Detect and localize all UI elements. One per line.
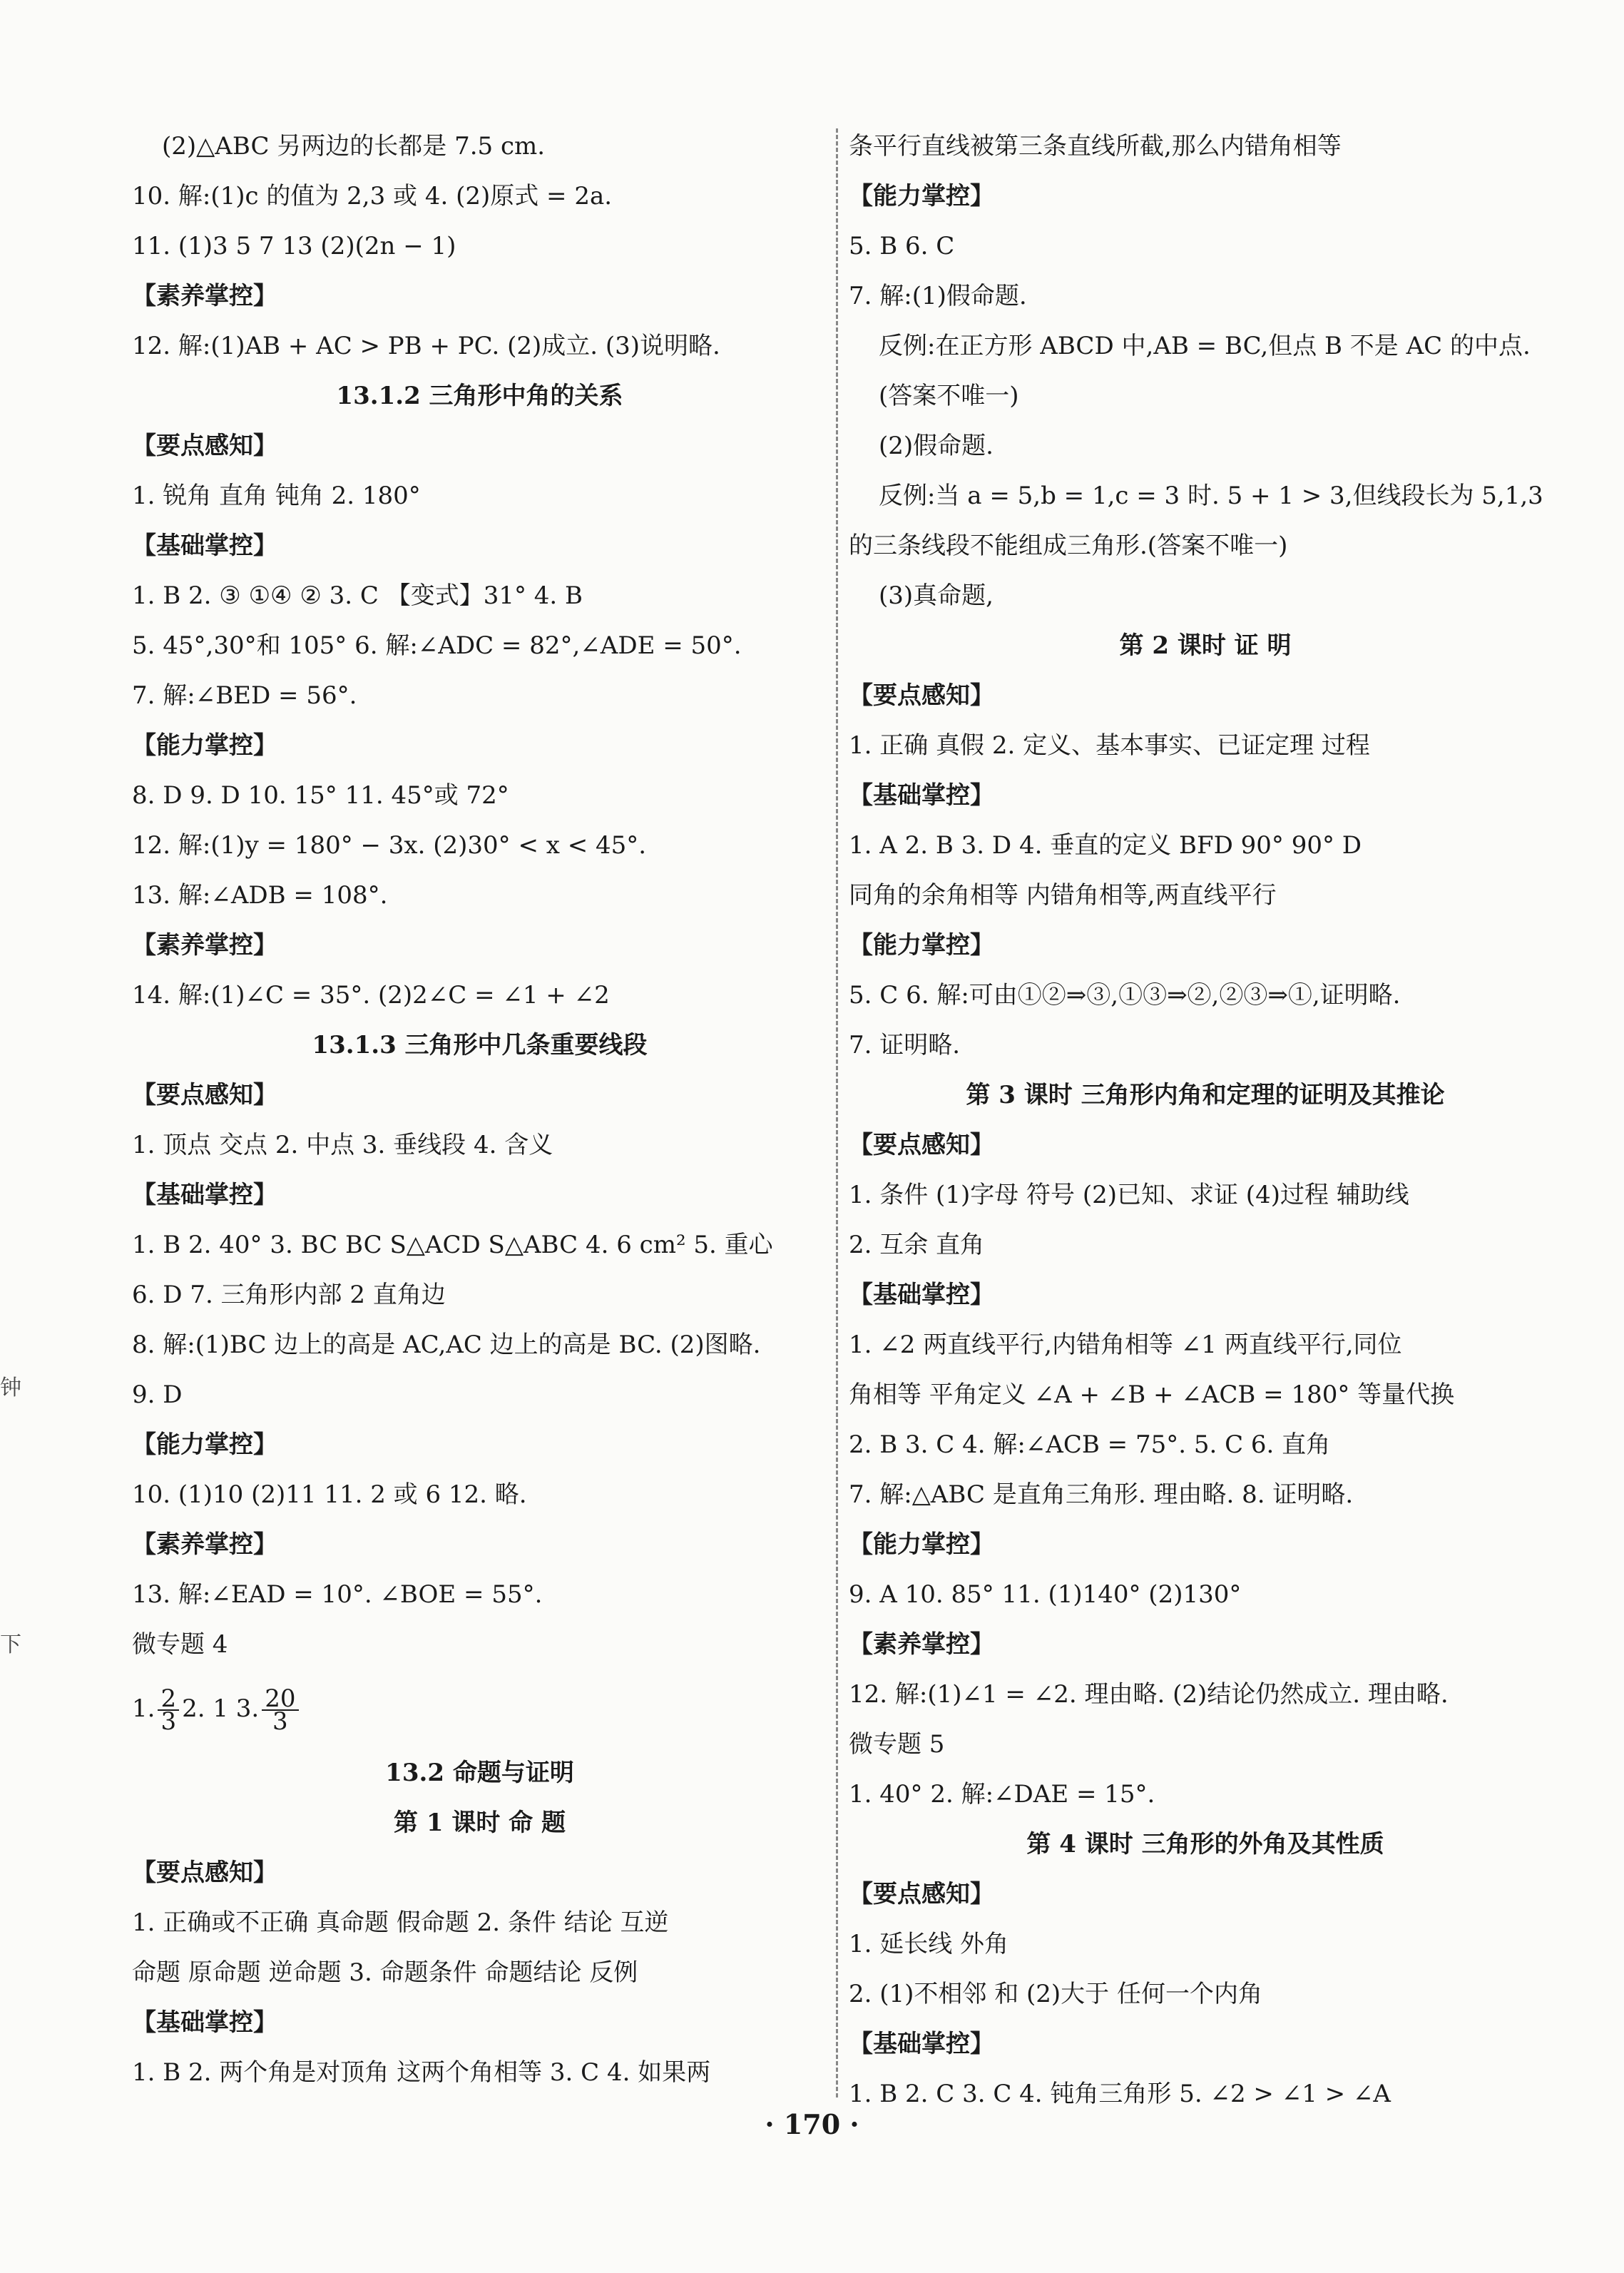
answer-line: 1. B 2. 两个角是对顶角 这两个角相等 3. C 4. 如果两 [132,2058,711,2087]
section-heading: 【要点感知】 [849,1131,994,1159]
answer-line: 微专题 5 [849,1730,945,1759]
answer-line: 5. C 6. 解:可由①②⇒③,①③⇒②,②③⇒①,证明略. [849,981,1401,1010]
lesson-title: 第 4 课时 三角形的外角及其性质 [1026,1830,1384,1858]
fraction-1 [158,1684,179,1736]
answer-line: 6. D 7. 三角形内部 2 直角边 [132,1281,446,1309]
answer-line: 1. 正确或不正确 真命题 假命题 2. 条件 结论 互逆 [132,1908,669,1937]
page-number: · 170 · [765,2108,859,2140]
answer-line: 1. ∠2 两直线平行,内错角相等 ∠1 两直线平行,同位 [849,1331,1402,1359]
answer-line: 11. (1)3 5 7 13 (2)(2n − 1) [132,232,456,260]
answer-line: 5. 45°,30°和 105° 6. 解:∠ADC = 82°,∠ADE = 50°. [132,631,742,660]
section-heading: 【素养掌控】 [849,1630,994,1659]
section-heading: 【基础掌控】 [849,1281,994,1309]
section-heading: 【素养掌控】 [132,1530,277,1559]
denominator: 3 [272,1707,288,1736]
answer-line: 的三条线段不能组成三角形.(答案不唯一) [849,532,1288,560]
fraction-2 [262,1684,298,1736]
answer-line: 1. B 2. ③ ①④ ② 3. C 【变式】31° 4. B [132,581,583,610]
answer-line: 9. D [132,1380,183,1409]
answer-line: 7. 解:(1)假命题. [849,282,1027,310]
answer-line: 1. 延长线 外角 [849,1930,1009,1958]
section-heading: 【能力掌控】 [849,182,994,210]
answer-line: 10. (1)10 (2)11 11. 2 或 6 12. 略. [132,1480,527,1509]
answer-line: 反例:当 a = 5,b = 1,c = 3 时. 5 + 1 > 3,但线段长为 5,1,3 [879,482,1543,510]
answer-line: 13. 解:∠ADB = 108°. [132,881,388,910]
answer-line: 7. 证明略. [849,1031,961,1059]
section-heading: 【素养掌控】 [132,282,277,310]
answer-line: 12. 解:(1)∠1 = ∠2. 理由略. (2)结论仍然成立. 理由略. [849,1680,1449,1709]
margin-mark: 钟 [0,1376,21,1400]
left-column [132,121,827,2097]
answer-line: (2)假命题. [879,432,994,460]
answer-line-fractions [132,1669,827,1748]
section-heading: 【要点感知】 [849,681,994,710]
section-heading: 【能力掌控】 [132,1430,277,1459]
answer-line: 1. 顶点 交点 2. 中点 3. 垂线段 4. 含义 [132,1131,553,1159]
section-heading: 【要点感知】 [132,1858,277,1887]
margin-mark: 下 [0,1632,21,1657]
answer-line: 7. 解:∠BED = 56°. [132,681,357,710]
answer-line: 1. A 2. B 3. D 4. 垂直的定义 BFD 90° 90° D [849,831,1362,860]
answer-line: 13. 解:∠EAD = 10°. ∠BOE = 55°. [132,1580,543,1609]
section-heading: 【能力掌控】 [132,731,277,760]
answer-line: 1. 锐角 直角 钝角 2. 180° [132,482,421,510]
numerator: 20 [262,1688,298,1711]
answer-line: 2. (1)不相邻 和 (2)大于 任何一个内角 [849,1980,1262,2008]
section-heading: 【素养掌控】 [132,931,277,960]
answer-line: 1. 正确 真假 2. 定义、基本事实、已证定理 过程 [849,731,1370,760]
section-heading: 【能力掌控】 [849,1530,994,1559]
lesson-title: 第 3 课时 三角形内角和定理的证明及其推论 [966,1081,1445,1109]
numerator: 2 [158,1688,179,1711]
frac-prefix-2: 2. 1 3. [182,1694,260,1723]
answer-line: (2)△ABC 另两边的长都是 7.5 cm. [162,132,546,161]
answer-line: 5. B 6. C [849,232,955,260]
right-column [849,121,1562,2119]
answer-line: 命题 原命题 逆命题 3. 命题条件 命题结论 反例 [132,1958,638,1987]
lesson-title: 13.1.2 三角形中角的关系 [336,382,623,410]
answer-line: 角相等 平角定义 ∠A + ∠B + ∠ACB = 180° 等量代换 [849,1380,1455,1409]
answer-line: 反例:在正方形 ABCD 中,AB = BC,但点 B 不是 AC 的中点. [879,332,1531,360]
answer-line: (3)真命题, [879,581,994,610]
lesson-title: 第 2 课时 证 明 [1119,631,1292,660]
answer-line: 12. 解:(1)y = 180° − 3x. (2)30° < x < 45°. [132,831,647,860]
section-heading: 【要点感知】 [849,1880,994,1908]
section-heading: 【基础掌控】 [132,2008,277,2037]
section-heading: 【基础掌控】 [849,781,994,810]
column-divider [836,128,838,2097]
answer-line: 2. 互余 直角 [849,1231,985,1259]
section-heading: 【要点感知】 [132,432,277,460]
section-heading: 【基础掌控】 [132,532,277,560]
answer-line: 8. 解:(1)BC 边上的高是 AC,AC 边上的高是 BC. (2)图略. [132,1331,761,1359]
section-heading: 【能力掌控】 [849,931,994,960]
answer-line: 9. A 10. 85° 11. (1)140° (2)130° [849,1580,1242,1609]
denominator: 3 [160,1707,177,1736]
answer-line: 10. 解:(1)c 的值为 2,3 或 4. (2)原式 = 2a. [132,182,613,210]
answer-line: 条平行直线被第三条直线所截,那么内错角相等 [849,132,1342,161]
answer-line: (答案不唯一) [879,382,1019,410]
answer-line: 微专题 4 [132,1630,228,1659]
answer-line: 2. B 3. C 4. 解:∠ACB = 75°. 5. C 6. 直角 [849,1430,1331,1459]
answer-line: 1. B 2. 40° 3. BC BC S△ACD S△ABC 4. 6 cm² 5. 重心 [132,1231,773,1259]
answer-line: 同角的余角相等 内错角相等,两直线平行 [849,881,1277,910]
answer-line: 7. 解:△ABC 是直角三角形. 理由略. 8. 证明略. [849,1480,1354,1509]
answer-line: 1. 条件 (1)字母 符号 (2)已知、求证 (4)过程 辅助线 [849,1181,1409,1209]
answer-line: 1. B 2. C 3. C 4. 钝角三角形 5. ∠2 > ∠1 > ∠A [849,2080,1391,2108]
answer-line: 12. 解:(1)AB + AC > PB + PC. (2)成立. (3)说明略. [132,332,720,360]
answer-line: 14. 解:(1)∠C = 35°. (2)2∠C = ∠1 + ∠2 [132,981,610,1010]
answer-line: 8. D 9. D 10. 15° 11. 45°或 72° [132,781,509,810]
lesson-title: 13.1.3 三角形中几条重要线段 [312,1031,648,1059]
answer-line: 1. 40° 2. 解:∠DAE = 15°. [849,1780,1155,1809]
lesson-title: 13.2 命题与证明 [385,1759,574,1787]
section-heading: 【基础掌控】 [849,2030,994,2058]
section-heading: 【要点感知】 [132,1081,277,1109]
frac-prefix-1: 1. [132,1694,155,1723]
section-heading: 【基础掌控】 [132,1181,277,1209]
lesson-title: 第 1 课时 命 题 [393,1809,566,1837]
